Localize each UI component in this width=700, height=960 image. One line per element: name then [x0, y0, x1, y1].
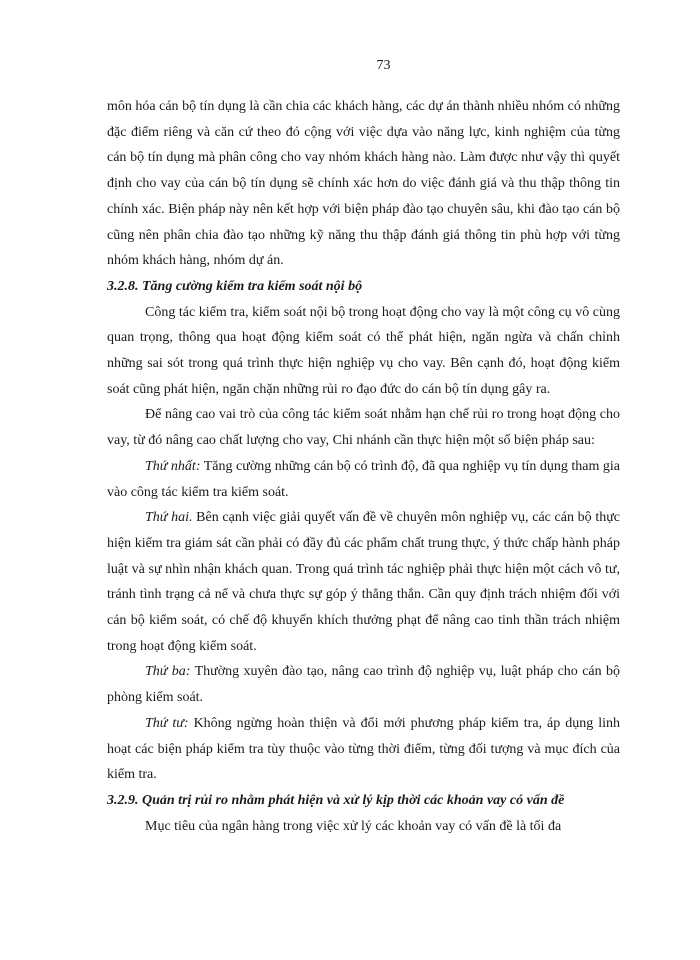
text-second: Bên cạnh việc giải quyết vấn đề về chuyên môn nghiệp vụ, các cán bộ thực hiện kiểm tra giám sát cần phải có đầy đủ các phẩm chất trung thực, ý thức chấp hành pháp luật và sự nhìn nhận khách quan. Trong quá trình tác nghiệp phải thực hiện một cách vô tư, tránh tình trạng cả nể và chưa thực sự góp ý thẳng thắn. Cần quy định trách nhiệm đối với cán bộ kiểm soát, có chế độ khuyến khích thưởng phạt để nâng cao tinh thần trách nhiệm trong hoạt động kiểm soát. — [107, 510, 621, 654]
text-fourth: Không ngừng hoàn thiện và đổi mới phương pháp kiểm tra, áp dụng linh hoạt các biện pháp kiểm tra tùy thuộc vào từng thời điểm, từng đối tượng và mục đích của kiểm tra. — [107, 715, 620, 783]
lead-third: Thứ ba: — [145, 664, 191, 680]
paragraph-intro: môn hóa cán bộ tín dụng là cần chia các khách hàng, các dự án thành nhiều nhóm có những đặc điểm riêng và căn cứ theo đó cộng với việc dựa vào năng lực, kinh nghiệm của từng cán bộ tín dụng mà phân công cho vay nhóm khách hàng nào. Làm được như vậy thì quyết định cho vay của cán bộ tín dụng sẽ chính xác hơn do việc đánh giá và thu thập thông tin chính xác. Biện pháp này nên kết hợp với biện pháp đào tạo chuyên sâu, khi đào tạo cán bộ cũng nên phân chia đào tạo những kỹ năng thu thập đánh giá thông tin phù hợp với từng nhóm khách hàng, nhóm dự án. — [107, 99, 620, 269]
page-number: 73 — [376, 58, 391, 73]
paragraph-second-measure — [107, 505, 620, 659]
paragraph-third-measure — [107, 659, 620, 710]
section-heading-3-2-9: 3.2.9. Quản trị rủi ro nhằm phát hiện và xử lý kịp thời các khoản vay có vấn đề — [107, 792, 565, 808]
paragraph-problem-loans: Mục tiêu của ngân hàng trong việc xử lý các khoản vay có vấn đề là tối đa — [145, 818, 562, 834]
lead-first: Thứ nhất: — [145, 458, 201, 474]
paragraph-measures: Để nâng cao vai trò của công tác kiểm soát nhằm hạn chế rủi ro trong hoạt động cho vay, từ đó nâng cao chất lượng cho vay, Chi nhánh cần thực hiện một số biện pháp sau: — [107, 407, 620, 449]
section-heading-3-2-8: 3.2.8. Tăng cường kiểm tra kiểm soát nội bộ — [107, 278, 363, 294]
paragraph-first-measure — [107, 454, 620, 505]
paragraph-fourth-measure — [107, 711, 620, 788]
text-first: Tăng cường những cán bộ có trình độ, đã qua nghiệp vụ tín dụng tham gia vào công tác kiểm tra kiểm soát. — [107, 458, 621, 500]
lead-second: Thứ hai. — [145, 510, 193, 526]
paragraph-internal-control: Công tác kiểm tra, kiểm soát nội bộ trong hoạt động cho vay là một công cụ vô cùng quan trọng, thông qua hoạt động kiểm soát có thể phát hiện, ngăn ngừa và chấn chỉnh những sai sót trong quá trình thực hiện nghiệp vụ cho vay. Bên cạnh đó, hoạt động kiểm soát cũng phát hiện, ngăn chặn những rủi ro đạo đức do cán bộ tín dụng gây ra. — [107, 304, 620, 397]
text-third: Thường xuyên đào tạo, nâng cao trình độ nghiệp vụ, luật pháp cho cán bộ phòng kiểm soát. — [107, 664, 620, 706]
lead-fourth: Thứ tư: — [145, 715, 189, 731]
